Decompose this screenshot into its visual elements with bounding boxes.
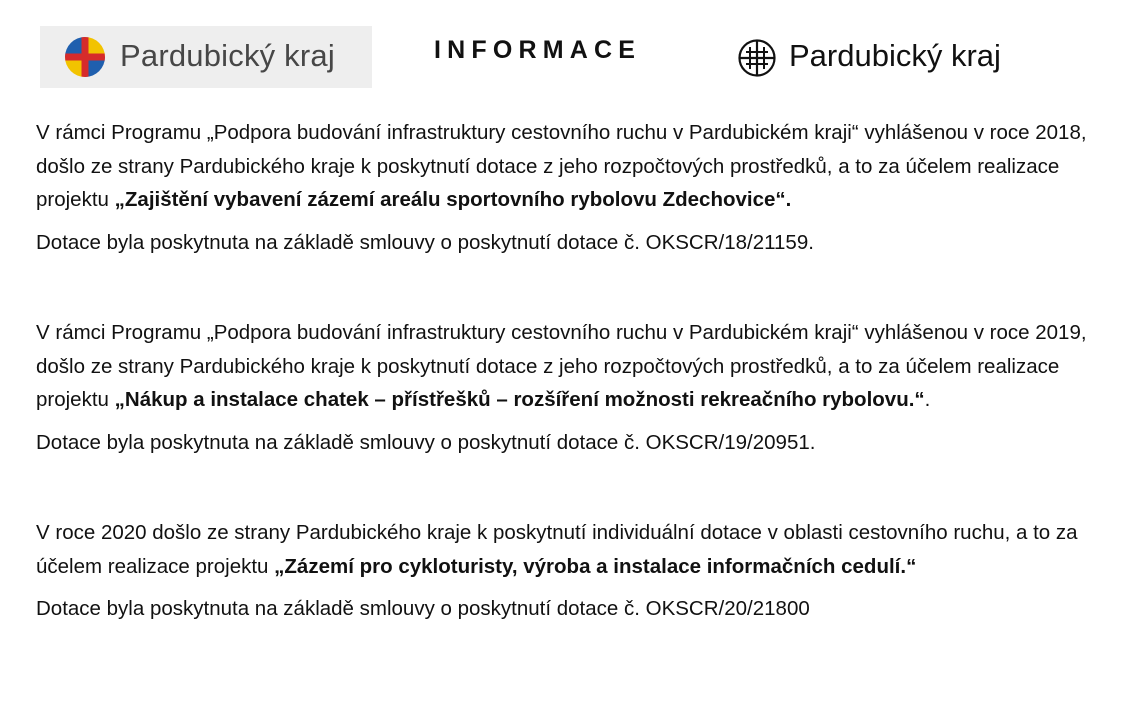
paragraph-intro: V roce 2020 došlo ze strany Pardubického kraje k poskytnutí individuální dotace v oblasti cestovního ruchu, a to za účelem realizace projektu [36, 521, 1078, 578]
page-title: INFORMACE [434, 36, 642, 64]
regional-emblem-outline-icon [737, 38, 777, 78]
subsidy-paragraph [36, 516, 1116, 583]
contract-statement: Dotace byla poskytnuta na základě smlouvy o poskytnutí dotace č. OKSCR/18/21159. [36, 230, 814, 254]
paragraph-intro: V rámci Programu „Podpora budování infrastruktury cestovního ruchu v Pardubickém kraji“ vyhlášenou v roce 2018, došlo ze strany Pardubického kraje k poskytnutí dotace z jeho rozpočtových prostředků, a to za účelem realizace projektu [36, 121, 1087, 211]
document-header [0, 0, 1147, 100]
subsidy-block-2019 [36, 316, 1116, 459]
logo-right-text: Pardubický kraj [789, 38, 1001, 73]
paragraph-intro: V rámci Programu „Podpora budování infrastruktury cestovního ruchu v Pardubickém kraji“ vyhlášenou v roce 2019, došlo ze strany Pardubického kraje k poskytnutí dotace z jeho rozpočtových prostředků, a to za účelem realizace projektu [36, 321, 1087, 411]
document-body [36, 116, 1116, 626]
pardubicky-kraj-logo-color [40, 26, 372, 88]
project-name: „Zajištění vybavení zázemí areálu sportovního rybolovu Zdechovice“. [114, 188, 792, 211]
subsidy-paragraph [36, 116, 1116, 217]
subsidy-paragraph [36, 316, 1116, 417]
pardubicky-kraj-logo-mono [737, 36, 1017, 80]
contract-statement: Dotace byla poskytnuta na základě smlouvy o poskytnutí dotace č. OKSCR/20/21800 [36, 597, 810, 620]
project-name: „Nákup a instalace chatek – přístřešků – rozšíření možnosti rekreačního rybolovu.“ [114, 388, 925, 411]
paragraph-tail: . [924, 388, 931, 411]
subsidy-block-2018 [36, 116, 1116, 259]
project-name: „Zázemí pro cykloturisty, výroba a instalace informačních cedulí.“ [274, 554, 917, 578]
regional-emblem-icon [64, 36, 106, 78]
logo-left-text: Pardubický kraj [120, 38, 335, 73]
contract-statement: Dotace byla poskytnuta na základě smlouvy o poskytnutí dotace č. OKSCR/19/20951. [36, 430, 816, 454]
subsidy-block-2020 [36, 516, 1116, 626]
